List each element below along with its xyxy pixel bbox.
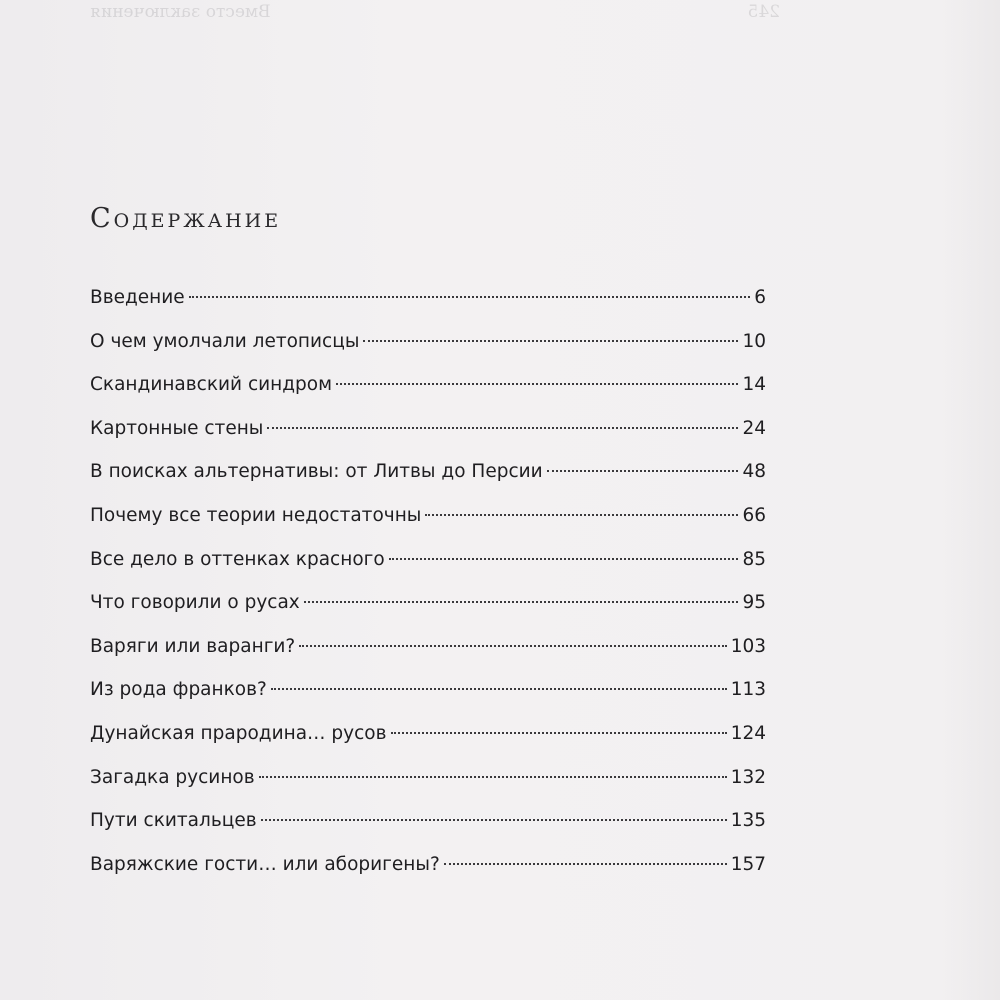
toc-dot-leader <box>299 645 726 647</box>
page-edge-shadow <box>940 0 1000 1000</box>
toc-entry-title: Варяги или варанги? <box>90 635 296 657</box>
toc-entry-title: В поисках альтернативы: от Литвы до Персии <box>90 461 543 483</box>
toc-entry-title: Все дело в оттенках красного <box>90 548 385 570</box>
toc-dot-leader <box>425 514 738 516</box>
toc-entry <box>90 450 766 494</box>
toc-entry <box>90 756 766 800</box>
toc-entry-title: Дунайская прародина… русов <box>90 722 387 744</box>
toc-entry <box>90 276 766 320</box>
toc-entry <box>90 363 766 407</box>
toc-entry-title: Что говорили о русах <box>90 592 300 614</box>
bleed-through-running-title: Вместо заключения <box>90 2 271 22</box>
toc-entry-title: Введение <box>90 287 185 308</box>
toc-entry-page: 157 <box>730 853 766 875</box>
toc-dot-leader <box>336 383 738 385</box>
toc-entry-page: 48 <box>742 461 766 483</box>
bleed-through-page-number: 245 <box>747 2 780 22</box>
toc-entry <box>90 320 766 364</box>
toc-entry <box>90 581 766 625</box>
toc-entry-title: Почему все теории недостаточны <box>90 504 422 526</box>
toc-entry-title: Картонные стены <box>90 417 264 439</box>
toc-entry-title: Скандинавский синдром <box>90 374 333 396</box>
toc-entry <box>90 843 766 887</box>
toc-dot-leader <box>259 776 727 778</box>
toc-dot-leader <box>391 732 727 734</box>
toc-entry-page: 103 <box>730 635 766 657</box>
toc-entry-page: 135 <box>730 810 766 832</box>
toc-dot-leader <box>267 427 738 429</box>
toc-dot-leader <box>189 296 751 298</box>
toc-dot-leader <box>304 601 739 603</box>
toc-entry-page: 14 <box>742 374 766 396</box>
toc-dot-leader <box>444 863 727 865</box>
toc-dot-leader <box>389 558 739 560</box>
toc-entry-page: 6 <box>754 287 766 308</box>
toc-dot-leader <box>271 688 727 690</box>
toc-title: Содержание <box>90 203 282 234</box>
toc-entry-page: 113 <box>730 679 766 701</box>
toc-entry-title: О чем умолчали летописцы <box>90 330 360 352</box>
toc-entry <box>90 494 766 538</box>
toc-entry-page: 124 <box>730 722 766 744</box>
bleed-through-header <box>90 2 780 28</box>
toc-entry-page: 10 <box>742 330 766 352</box>
toc-entry <box>90 625 766 669</box>
toc-entry-title: Из рода франков? <box>90 679 267 701</box>
toc-entry <box>90 538 766 582</box>
toc-entry-title: Загадка русинов <box>90 766 255 788</box>
toc-dot-leader <box>261 819 727 821</box>
toc-entry <box>90 668 766 712</box>
toc-entry <box>90 712 766 756</box>
toc-dot-leader <box>363 340 738 342</box>
toc-dot-leader <box>547 470 739 472</box>
toc-entry <box>90 799 766 843</box>
toc-entry-title: Пути скитальцев <box>90 810 257 832</box>
toc-entry-page: 95 <box>742 592 766 614</box>
toc-entry <box>90 407 766 451</box>
toc-entry-page: 24 <box>742 417 766 439</box>
toc-entry-page: 66 <box>742 504 766 526</box>
toc-entry-page: 132 <box>730 766 766 788</box>
toc-list <box>90 276 766 886</box>
toc-entry-title: Варяжские гости… или аборигены? <box>90 853 440 875</box>
toc-entry-page: 85 <box>742 548 766 570</box>
